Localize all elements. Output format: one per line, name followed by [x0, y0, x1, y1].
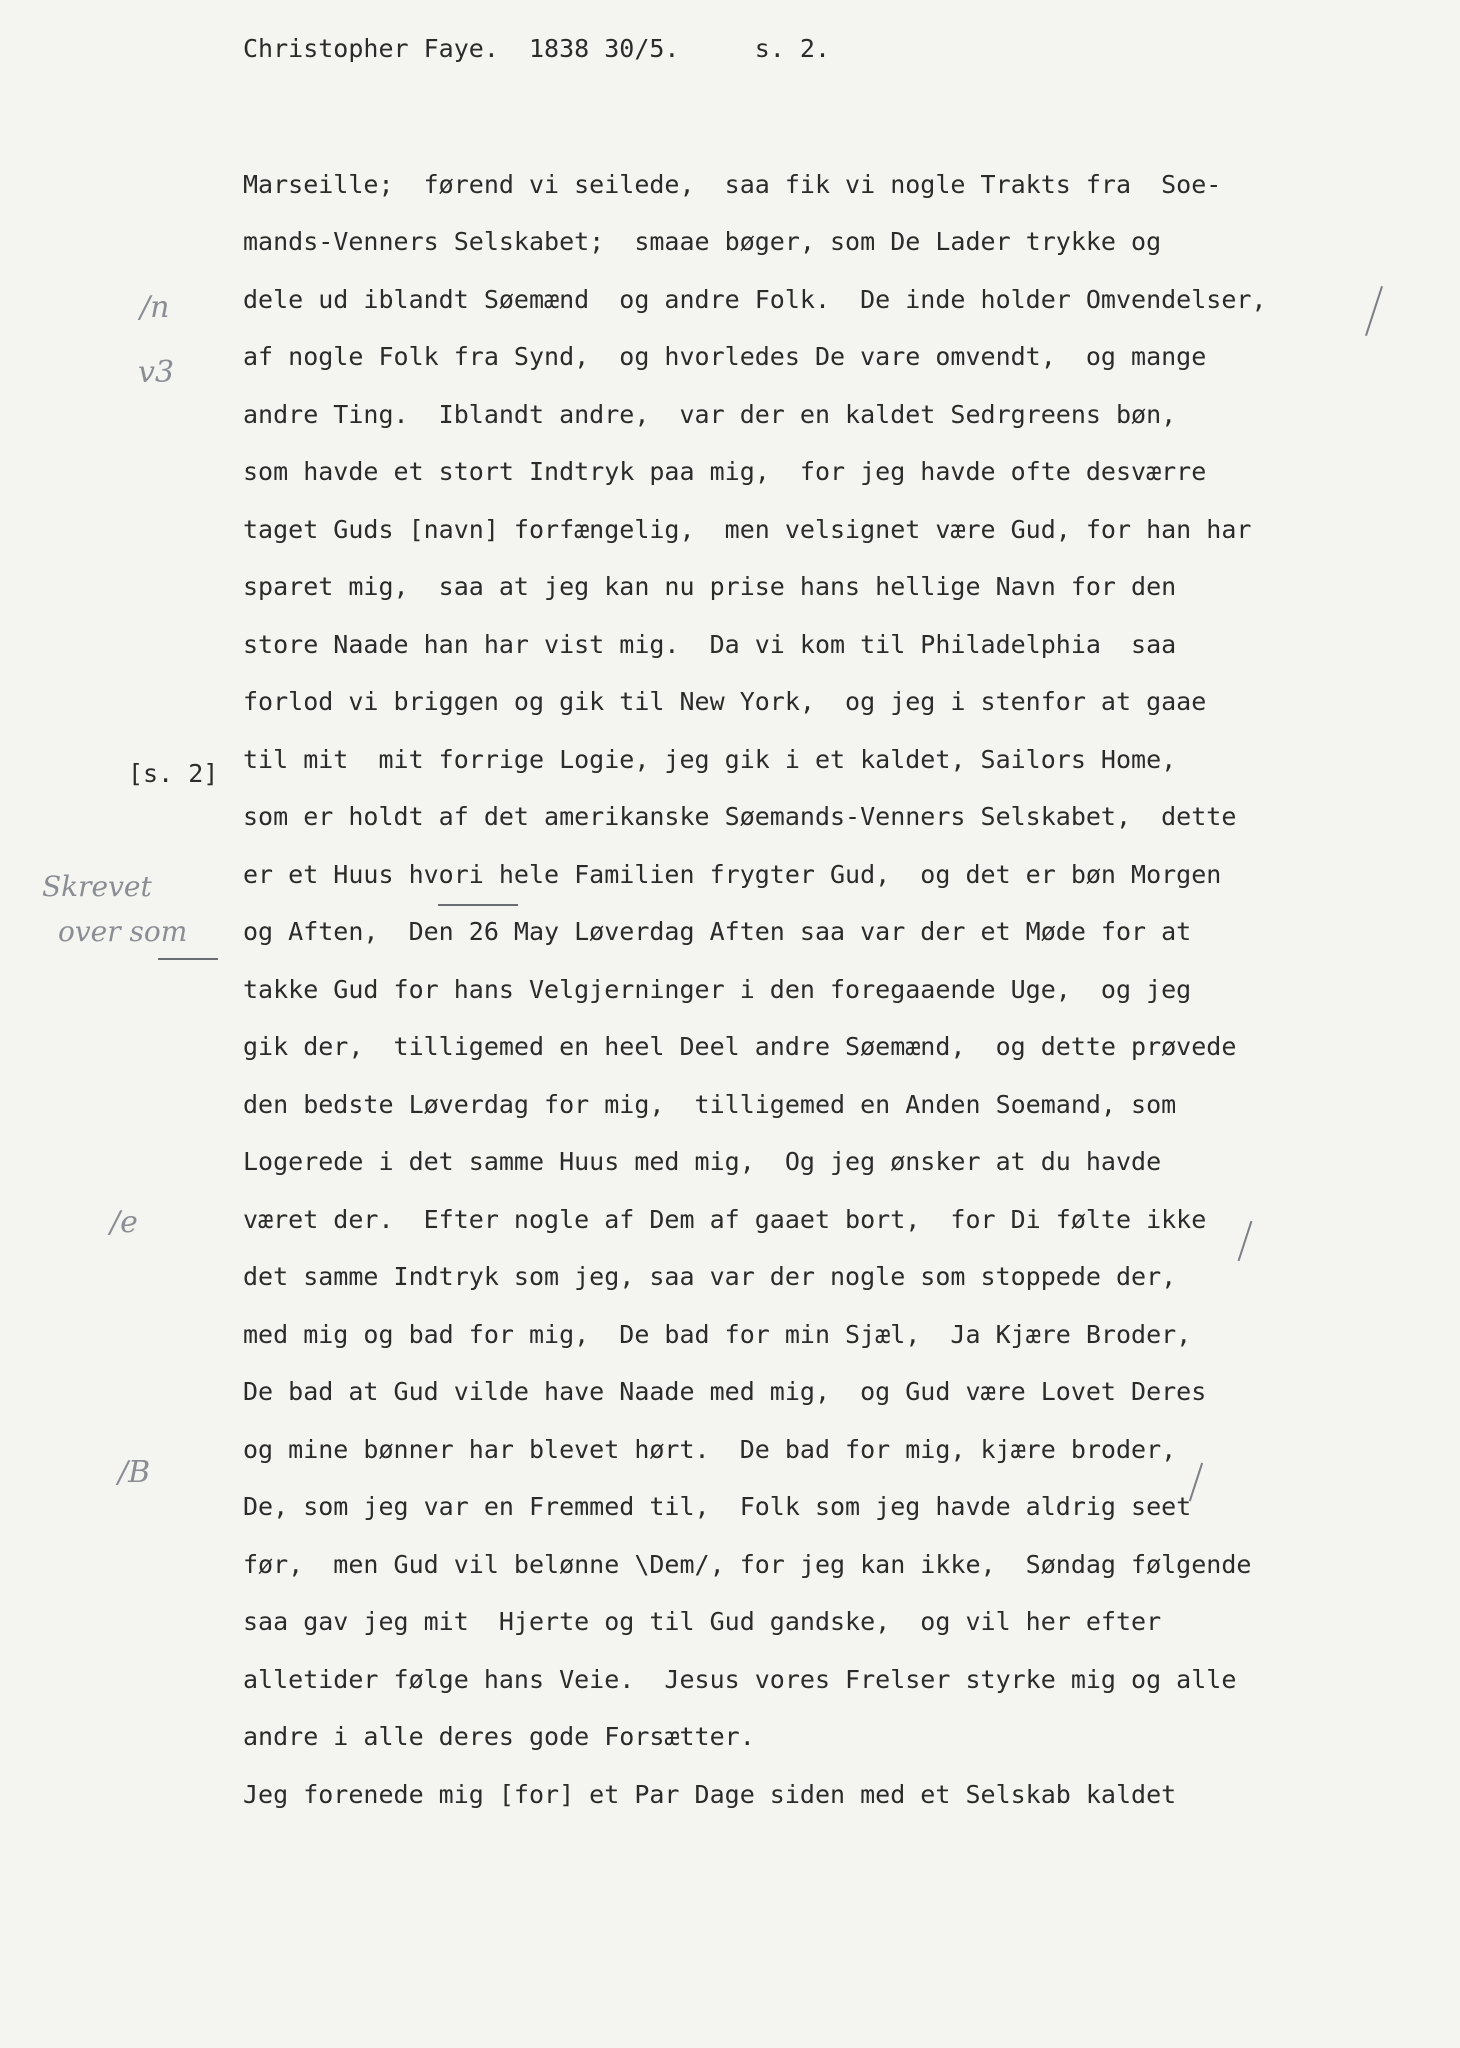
correction-mark [1189, 1463, 1203, 1502]
text-line: som er holdt af det amerikanske Søemands-Venners Selskabet, dette [243, 802, 1237, 831]
text-line: sparet mig, saa at jeg kan nu prise hans hellige Navn for den [243, 572, 1177, 601]
text-line: dele ud iblandt Søemænd og andre Folk. De inde holder Omvendelser, [243, 285, 1267, 314]
underline-mark [438, 904, 518, 906]
text-line: mands-Venners Selskabet; smaae bøger, som De Lader trykke og [243, 227, 1162, 256]
text-line: Marseille; førend vi seilede, saa fik vi nogle Trakts fra Soe- [243, 170, 1222, 199]
margin-note: v3 [138, 355, 175, 390]
text-line: og mine bønner har blevet hørt. De bad for mig, kjære broder, [243, 1435, 1177, 1464]
page-header: Christopher Faye. 1838 30/5. s. 2. [243, 34, 830, 63]
text-line: andre i alle deres gode Forsætter. [243, 1722, 755, 1751]
text-line: af nogle Folk fra Synd, og hvorledes De vare omvendt, og mange [243, 342, 1207, 371]
text-line: og Aften, Den 26 May Løverdag Aften saa var der et Møde for at [243, 917, 1192, 946]
text-line: været der. Efter nogle af Dem af gaaet bort, for Di følte ikke [243, 1205, 1207, 1234]
margin-note: over som [58, 915, 188, 948]
text-line: saa gav jeg mit Hjerte og til Gud gandske, og vil her efter [243, 1607, 1162, 1636]
margin-note: /n [140, 290, 170, 325]
text-line: gik der, tilligemed en heel Deel andre Søemænd, og dette prøvede [243, 1032, 1237, 1061]
text-line: alletider følge hans Veie. Jesus vores Frelser styrke mig og alle [243, 1665, 1237, 1694]
text-line: er et Huus hvori hele Familien frygter Gud, og det er bøn Morgen [243, 860, 1222, 889]
margin-note: /B [118, 1455, 151, 1490]
text-line: taget Guds [navn] forfængelig, men velsignet være Gud, for han har [243, 515, 1252, 544]
text-line: det samme Indtryk som jeg, saa var der nogle som stoppede der, [243, 1262, 1177, 1291]
correction-mark [1238, 1221, 1253, 1262]
text-line: til mit mit forrige Logie, jeg gik i et kaldet, Sailors Home, [243, 745, 1177, 774]
margin-note: Skrevet [42, 870, 152, 903]
text-line: Logerede i det samme Huus med mig, Og jeg ønsker at du havde [243, 1147, 1162, 1176]
text-line: den bedste Løverdag for mig, tilligemed en Anden Soemand, som [243, 1090, 1177, 1119]
margin-note: /e [110, 1205, 138, 1240]
text-line: andre Ting. Iblandt andre, var der en kaldet Sedrgreens bøn, [243, 400, 1177, 429]
text-line: som havde et stort Indtryk paa mig, for jeg havde ofte desværre [243, 457, 1207, 486]
text-line: før, men Gud vil belønne \Dem/, for jeg kan ikke, Søndag følgende [243, 1550, 1252, 1579]
text-line: med mig og bad for mig, De bad for min Sjæl, Ja Kjære Broder, [243, 1320, 1192, 1349]
text-line: takke Gud for hans Velgjerninger i den foregaaende Uge, og jeg [243, 975, 1192, 1004]
text-line: Jeg forenede mig [for] et Par Dage siden med et Selskab kaldet [243, 1780, 1177, 1809]
correction-mark [1365, 286, 1383, 336]
text-line: De, som jeg var en Fremmed til, Folk som jeg havde aldrig seet [243, 1492, 1192, 1521]
underline-mark [158, 958, 218, 960]
page-reference: [s. 2] [128, 759, 219, 788]
text-line: store Naade han har vist mig. Da vi kom til Philadelphia saa [243, 630, 1177, 659]
text-line: De bad at Gud vilde have Naade med mig, og Gud være Lovet Deres [243, 1377, 1207, 1406]
text-line: forlod vi briggen og gik til New York, og jeg i stenfor at gaae [243, 687, 1207, 716]
